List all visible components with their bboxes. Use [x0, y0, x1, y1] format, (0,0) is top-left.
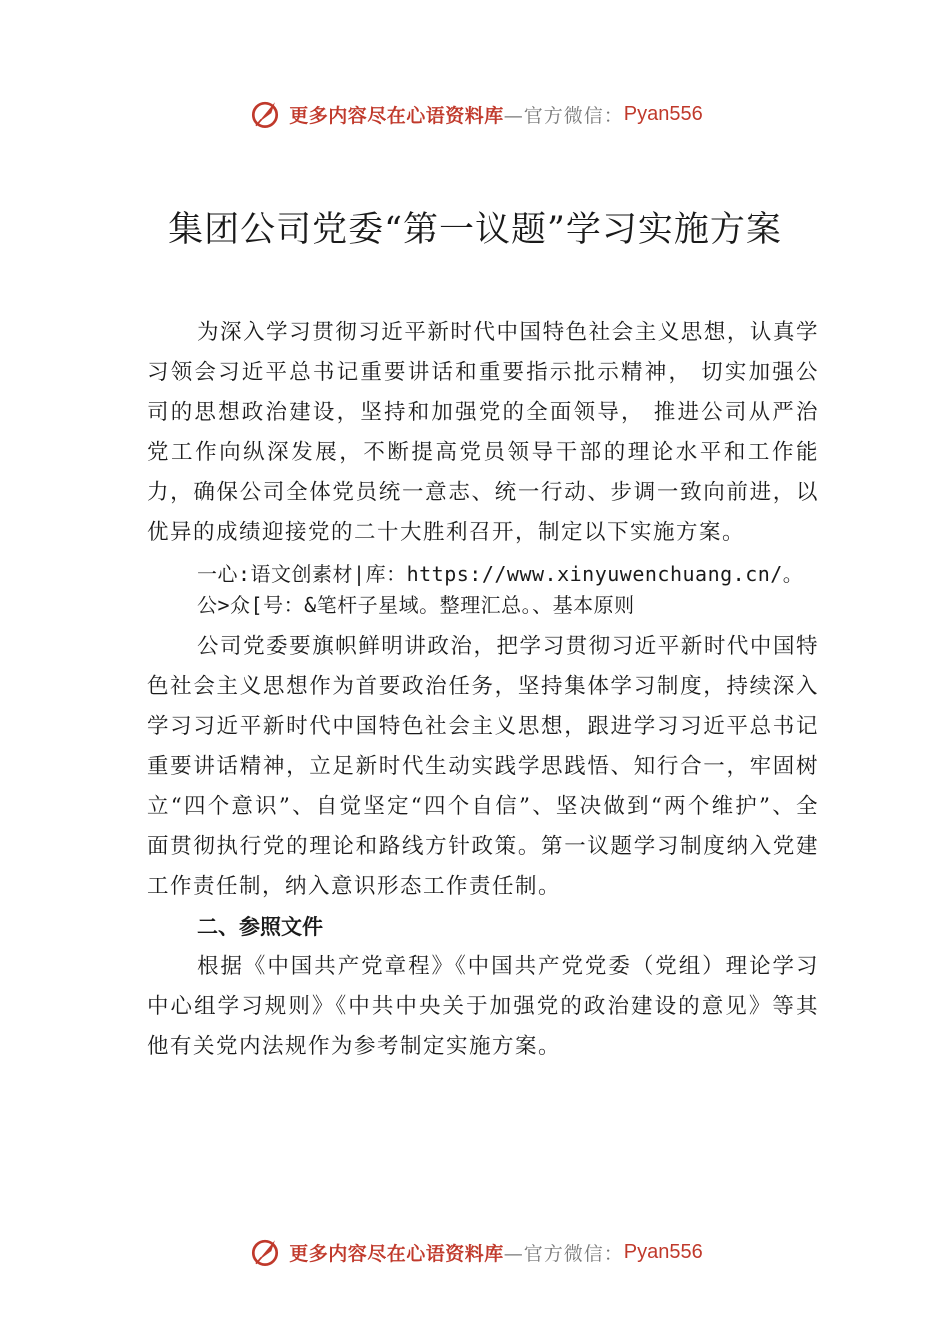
principle-paragraph: 公司党委要旗帜鲜明讲政治，把学习贯彻习近平新时代中国特色社会主义思想作为首要政治任务，坚持集体学习制度，持续深入学习习近平新时代中国特色社会主义思想，跟进学习习近平总书记重要讲话精神，立足新时代生动实践学思践悟、知行合一，牢固树立“四个意识”、自觉坚定“四个自信”、坚决做到“两个维护”、全面贯彻执行党的理论和路线方针政策。第一议题学习制度纳入党建工作责任制，纳入意识形态工作责任制。 — [147, 634, 819, 899]
document-title: 集团公司党委“第一议题”学习实施方案 — [168, 210, 782, 250]
intro-paragraph: 为深入学习贯彻习近平新时代中国特色社会主义思想，认真学习领会习近平总书记重要讲话和重要指示批示精神， 切实加强公司的思想政治建设，坚持和加强党的全面领导， 推进公司从严治党工作向纵深发展，不断提高党员领导干部的理论水平和工作能力，确保公司全体党员统一意志、统一行动、步调一致向前进，以优异的成绩迎接党的二十大胜利召开，制定以下实施方案。 — [147, 320, 819, 545]
source-line: 一心:语文创素材|库：https://www.xinyuwenchuang.cn/。公>众[号：&笔杆子星域。整理汇总。、基本原则 — [197, 562, 804, 617]
banner-grey-text: —官方微信： — [503, 1242, 624, 1265]
section-heading-references: 二、参照文件 — [197, 915, 323, 939]
document-body — [147, 313, 819, 1067]
footer-banner — [0, 1232, 950, 1272]
header-banner — [0, 94, 950, 134]
banner-wechat-id: Pyan556 — [623, 1240, 703, 1263]
banner-red-text: 更多内容尽在心语资料库 — [289, 104, 504, 127]
quill-circle-icon — [247, 1234, 283, 1270]
banner-wechat-id: Pyan556 — [623, 102, 703, 125]
banner-red-text: 更多内容尽在心语资料库 — [289, 1242, 504, 1265]
references-paragraph: 根据《中国共产党章程》《中国共产党党委（党组）理论学习中心组学习规则》《中共中央关于加强党的政治建设的意见》等其他有关党内法规作为参考制定实施方案。 — [147, 954, 819, 1059]
quill-circle-icon — [247, 96, 283, 132]
banner-grey-text: —官方微信： — [503, 104, 624, 127]
